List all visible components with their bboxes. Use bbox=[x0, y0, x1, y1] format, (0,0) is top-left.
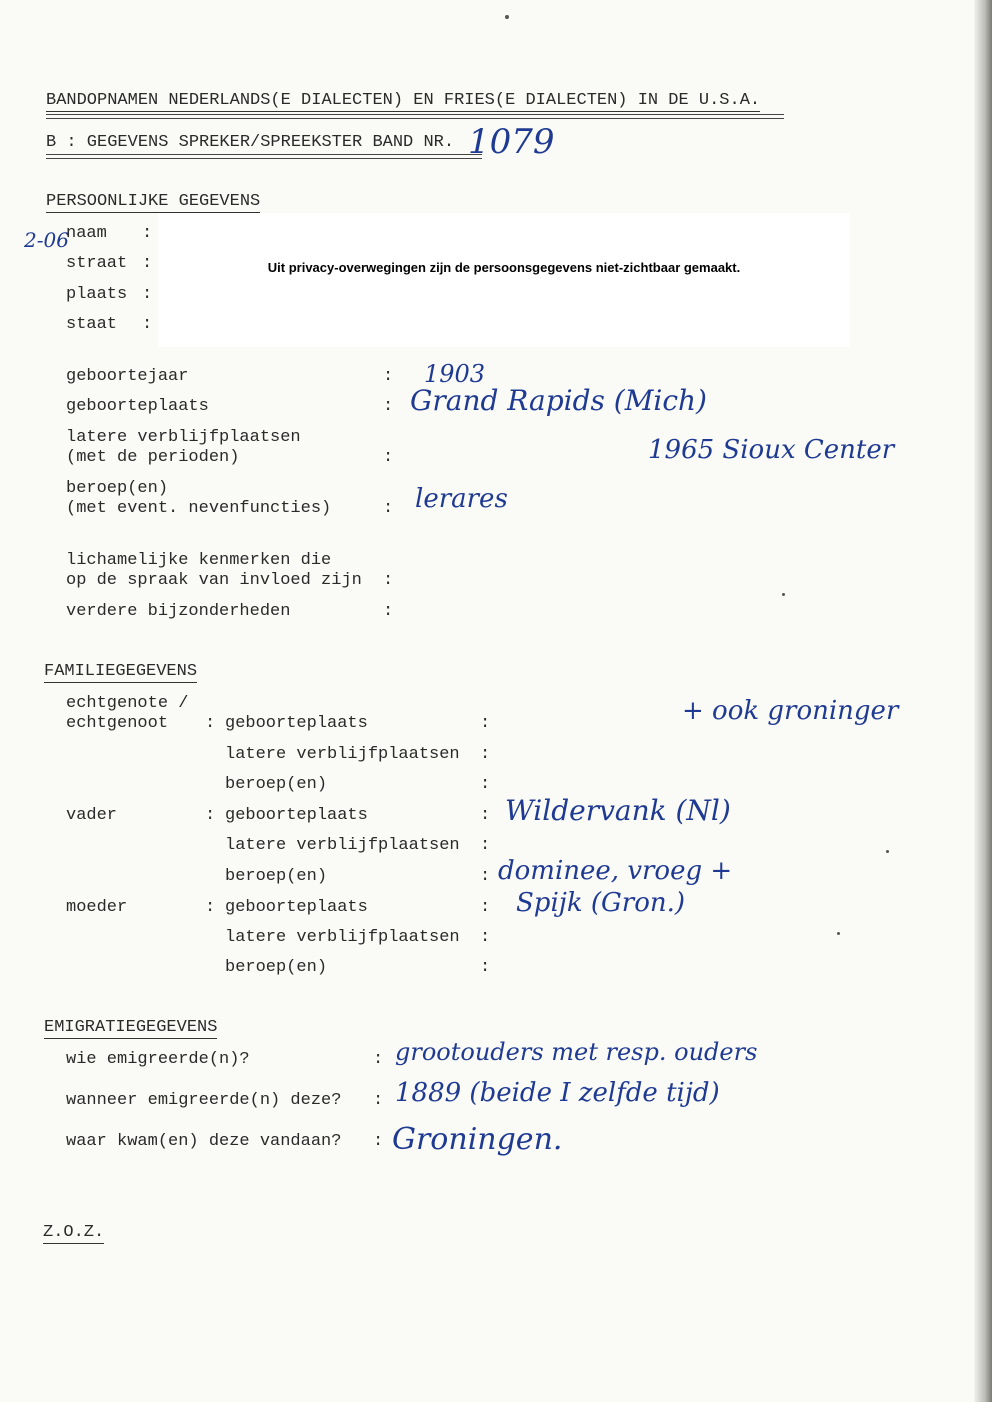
label-geboorteplaats: geboorteplaats bbox=[225, 714, 368, 733]
colon: : bbox=[373, 1050, 384, 1069]
zoz-note: Z.O.Z. bbox=[43, 1223, 105, 1242]
colon: : bbox=[383, 602, 394, 621]
colon: : bbox=[383, 499, 394, 518]
colon: : bbox=[480, 928, 491, 947]
colon: : bbox=[205, 714, 216, 733]
colon: : bbox=[480, 867, 491, 886]
colon: : bbox=[373, 1132, 384, 1151]
label-latere-verblijfplaatsen: latere verblijfplaatsen bbox=[225, 745, 460, 764]
colon: : bbox=[142, 254, 153, 273]
value-waar-vandaan: Groningen. bbox=[392, 1122, 563, 1157]
title-double-rule bbox=[46, 114, 784, 119]
colon: : bbox=[142, 224, 153, 243]
colon: : bbox=[480, 775, 491, 794]
value-geboorteplaats: Grand Rapids (Mich) bbox=[410, 384, 707, 417]
colon: : bbox=[383, 571, 394, 590]
label-wanneer-emigreerde: wanneer emigreerde(n) deze? bbox=[66, 1091, 342, 1110]
label-echtgenoot: echtgenoot bbox=[66, 714, 169, 733]
colon: : bbox=[480, 958, 491, 977]
document-title: BANDOPNAMEN NEDERLANDS(E DIALECTEN) EN FRIES(E DIALECTEN) IN DE U.S.A. bbox=[46, 91, 761, 110]
section-heading-emigration: EMIGRATIEGEGEVENS bbox=[44, 1018, 218, 1037]
colon: : bbox=[205, 806, 216, 825]
colon: : bbox=[205, 898, 216, 917]
label-plaats: plaats bbox=[66, 285, 128, 304]
value-latere-verblijfplaatsen: 1965 Sioux Center bbox=[648, 435, 895, 465]
paper-speck bbox=[505, 15, 509, 19]
label-spraak-invloed: op de spraak van invloed zijn bbox=[66, 571, 362, 590]
value-beroep: lerares bbox=[415, 484, 508, 514]
value-wanneer-emigreerde: 1889 (beide I zelfde tijd) bbox=[395, 1078, 720, 1108]
margin-note: 2-06 bbox=[24, 228, 69, 252]
label-geboorteplaats: geboorteplaats bbox=[66, 397, 209, 416]
label-geboorteplaats: geboorteplaats bbox=[225, 898, 368, 917]
label-verdere-bijzonderheden: verdere bijzonderheden bbox=[66, 602, 291, 621]
colon: : bbox=[383, 448, 394, 467]
colon: : bbox=[480, 745, 491, 764]
label-latere-verblijfplaatsen: latere verblijfplaatsen bbox=[66, 428, 301, 447]
label-naam: naam bbox=[66, 224, 107, 243]
label-geboortejaar: geboortejaar bbox=[66, 367, 189, 386]
paper-speck bbox=[886, 850, 889, 853]
label-beroepen: beroep(en) bbox=[225, 775, 328, 794]
value-geboortejaar: 1903 bbox=[424, 360, 486, 388]
colon: : bbox=[480, 836, 491, 855]
label-nevenfuncties: (met event. nevenfuncties) bbox=[66, 499, 332, 518]
band-number: 1079 bbox=[468, 122, 555, 162]
colon: : bbox=[480, 898, 491, 917]
label-beroepen: beroep(en) bbox=[225, 958, 328, 977]
document-subtitle: B : GEGEVENS SPREKER/SPREEKSTER BAND NR. bbox=[46, 133, 455, 152]
label-latere-verblijfplaatsen: latere verblijfplaatsen bbox=[225, 836, 460, 855]
label-staat: staat bbox=[66, 315, 118, 334]
colon: : bbox=[480, 806, 491, 825]
privacy-redaction bbox=[158, 213, 850, 347]
colon: : bbox=[142, 315, 153, 334]
subtitle-double-rule bbox=[46, 154, 482, 159]
label-lichamelijke-kenmerken: lichamelijke kenmerken die bbox=[66, 551, 332, 570]
section-heading-family: FAMILIEGEGEVENS bbox=[44, 662, 198, 681]
label-beroepen: beroep(en) bbox=[66, 479, 169, 498]
label-vader: vader bbox=[66, 806, 118, 825]
value-vader-beroep: dominee, vroeg + bbox=[498, 856, 733, 886]
colon: : bbox=[142, 285, 153, 304]
label-met-de-perioden: (met de perioden) bbox=[66, 448, 240, 467]
label-moeder: moeder bbox=[66, 898, 128, 917]
value-moeder-geboorteplaats: Spijk (Gron.) bbox=[516, 888, 685, 918]
label-wie-emigreerde: wie emigreerde(n)? bbox=[66, 1050, 250, 1069]
value-wie-emigreerde: grootouders met resp. ouders bbox=[395, 1038, 758, 1066]
paper-speck bbox=[837, 932, 840, 935]
label-echtgenote: echtgenote / bbox=[66, 694, 189, 713]
page-edge bbox=[974, 0, 992, 1402]
value-echtgenoot-geboorteplaats: + ook groninger bbox=[682, 696, 899, 726]
label-latere-verblijfplaatsen: latere verblijfplaatsen bbox=[225, 928, 460, 947]
paper-speck bbox=[782, 593, 785, 596]
value-vader-geboorteplaats: Wildervank (Nl) bbox=[505, 794, 731, 827]
section-heading-personal: PERSOONLIJKE GEGEVENS bbox=[46, 192, 261, 211]
colon: : bbox=[373, 1091, 384, 1110]
colon: : bbox=[383, 397, 394, 416]
colon: : bbox=[383, 367, 394, 386]
label-geboorteplaats: geboorteplaats bbox=[225, 806, 368, 825]
label-straat: straat bbox=[66, 254, 128, 273]
label-beroepen: beroep(en) bbox=[225, 867, 328, 886]
colon: : bbox=[480, 714, 491, 733]
privacy-notice: Uit privacy-overwegingen zijn de persoonsgegevens niet-zichtbaar gemaakt. bbox=[267, 259, 741, 275]
label-waar-vandaan: waar kwam(en) deze vandaan? bbox=[66, 1132, 342, 1151]
